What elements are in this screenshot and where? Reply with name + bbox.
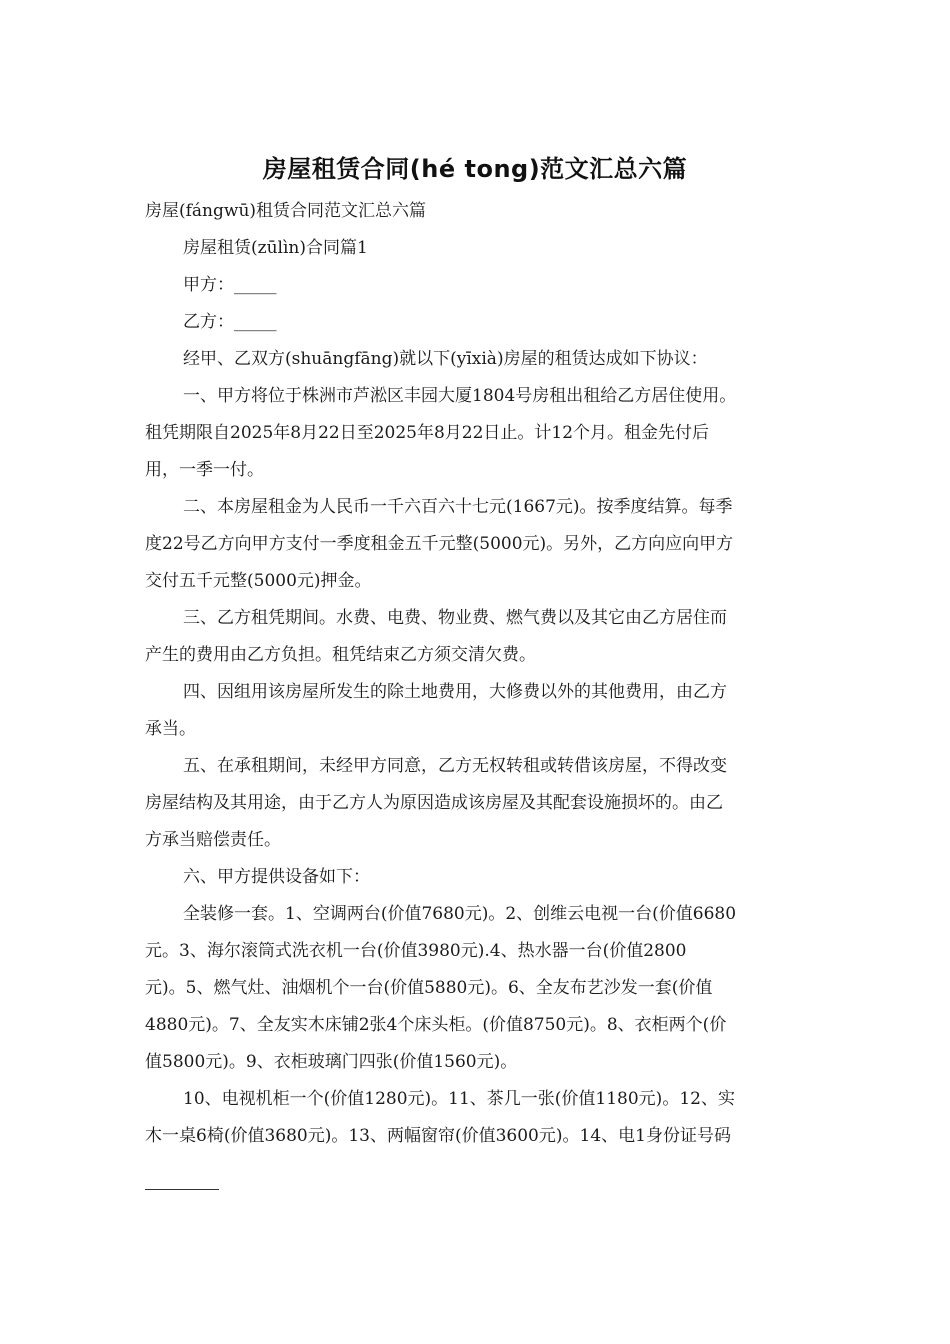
equipment-list-continued <box>145 1081 810 1155</box>
clause-5-line: 五、在承租期间，未经甲方同意，乙方无权转租或转借该房屋，不得改变 <box>183 756 727 776</box>
equipment-list <box>145 896 810 1081</box>
intro-line: 经甲、乙双方(shuāngfāng)就以下(yīxià)房屋的租赁达成如下协议： <box>183 349 708 369</box>
clause-3 <box>145 600 810 674</box>
heading-line: 房屋租赁(zūlìn)合同篇1 <box>183 238 368 258</box>
clause-4 <box>145 674 810 748</box>
clause-6 <box>145 859 810 896</box>
equipment-line: 值5800元)。9、衣柜玻璃门四张(价值1560元)。 <box>145 1052 518 1072</box>
clause-5-line: 方承当赔偿责任。 <box>145 830 281 850</box>
clause-2-line: 交付五千元整(5000元)押金。 <box>145 571 372 591</box>
clause-3-line: 三、乙方租凭期间。水费、电费、物业费、燃气费以及其它由乙方居住而 <box>183 608 727 628</box>
equipment-line: 全装修一套。1、空调两台(价值7680元)。2、创维云电视一台(价值6680 <box>183 904 737 924</box>
clause-1 <box>145 378 810 489</box>
clause-5-line: 房屋结构及其用途，由于乙方人为原因造成该房屋及其配套设施损坏的。由乙 <box>145 793 723 813</box>
clause-2-line: 二、本房屋租金为人民币一千六百六十七元(1667元)。按季度结算。每季 <box>183 497 733 517</box>
equipment-line: 4880元)。7、全友实木床铺2张4个床头柜。(价值8750元)。8、衣柜两个(价 <box>145 1015 727 1035</box>
clause-1-line: 一、甲方将位于株洲市芦淞区丰园大厦1804号房租出租给乙方居住使用。 <box>183 386 737 406</box>
party-b <box>145 304 810 341</box>
clause-6-line: 六、甲方提供设备如下： <box>183 867 370 887</box>
document-body <box>145 193 810 1155</box>
subtitle-line: 房屋(fángwū)租赁合同范文汇总六篇 <box>145 201 427 221</box>
party-a-line: 甲方：_____ <box>183 275 277 295</box>
clause-4-line: 四、因组用该房屋所发生的除土地费用，大修费以外的其他费用，由乙方 <box>183 682 727 702</box>
clause-4-line: 承当。 <box>145 719 196 739</box>
intro-paragraph <box>145 341 810 378</box>
clause-2-line: 度22号乙方向甲方支付一季度租金五千元整(5000元)。另外，乙方向应向甲方 <box>145 534 734 554</box>
clause-1-line: 用，一季一付。 <box>145 460 264 480</box>
equipment-line: 元)。5、燃气灶、油烟机个一台(价值5880元)。6、全友布艺沙发一套(价值 <box>145 978 713 998</box>
equipment-line: 元。3、海尔滚筒式洗衣机一台(价值3980元).4、热水器一台(价值2800 <box>145 941 687 961</box>
contract-heading <box>145 230 810 267</box>
equipment-line: 木一桌6椅(价值3680元)。13、两幅窗帘(价值3600元)。14、电1身份证号码 <box>145 1126 731 1146</box>
clause-1-line: 租凭期限自2025年8月22日至2025年8月22日止。计12个月。租金先付后 <box>145 423 710 443</box>
party-b-line: 乙方：_____ <box>183 312 277 332</box>
footnote-separator <box>145 1189 219 1190</box>
equipment-line: 10、电视机柜一个(价值1280元)。11、茶几一张(价值1180元)。12、实 <box>183 1089 735 1109</box>
document-title: 房屋租赁合同(hé tong)范文汇总六篇 <box>262 155 688 183</box>
clause-5 <box>145 748 810 859</box>
document-subtitle <box>145 193 810 230</box>
party-a <box>145 267 810 304</box>
clause-3-line: 产生的费用由乙方负担。租凭结束乙方须交清欠费。 <box>145 645 536 665</box>
clause-2 <box>145 489 810 600</box>
